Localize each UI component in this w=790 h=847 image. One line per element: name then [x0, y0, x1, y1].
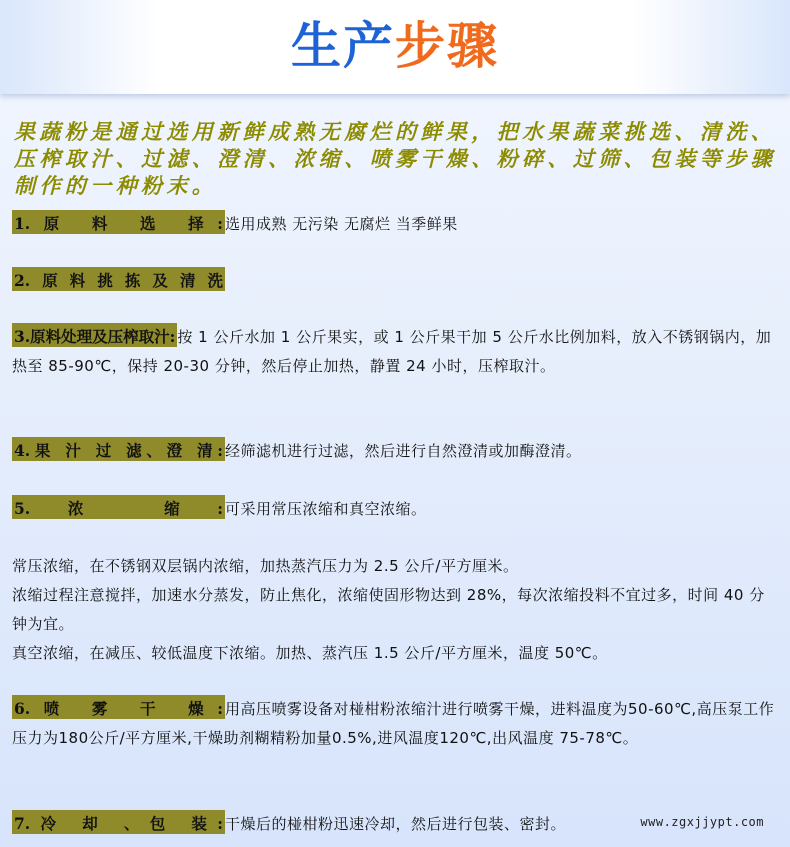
intro-paragraph: 果蔬粉是通过选用新鲜成熟无腐烂的鲜果，把水果蔬菜挑选、清洗、压榨取汁、过滤、澄清、浓缩、喷雾干燥、粉碎、过筛、包装等步骤制作的一种粉末。 — [14, 119, 776, 198]
step-4-content: 经筛滤机进行过滤，然后进行自然澄清或加酶澄清。 — [225, 442, 582, 460]
step-4 — [12, 437, 778, 466]
title-bar — [0, 0, 790, 94]
step-2 — [12, 267, 778, 296]
step-3-content: 按 1 公斤水加 1 公斤果实，或 1 公斤果干加 5 公斤水比例加料，放入不锈钢锅内，加热至 85-90℃，保持 20-30 分钟，然后停止加热，静置 24 小时，压榨取汁。 — [12, 328, 772, 375]
concentration-note-2: 浓缩过程注意搅拌，加速水分蒸发，防止焦化，浓缩使固形物达到 28%，每次浓缩投料不宜过多，时间 40 分钟为宜。 — [12, 586, 765, 633]
step-1 — [12, 210, 778, 239]
step-7-label: 7.冷 却 、包 装: — [12, 810, 225, 834]
step-5-label: 5.浓 缩: — [12, 495, 225, 519]
step-5-content: 可采用常压浓缩和真空浓缩。 — [225, 500, 427, 518]
step-5 — [12, 495, 778, 524]
step-6-label: 6.喷 雾 干 燥: — [12, 695, 225, 719]
step-1-content: 选用成熟 无污染 无腐烂 当季鲜果 — [225, 215, 458, 233]
step-7-content: 干燥后的椪柑粉迅速冷却，然后进行包装、密封。 — [225, 815, 567, 833]
step-4-label: 4.果 汁 过 滤、澄 清: — [12, 437, 225, 461]
step-6-content: 用高压喷雾设备对椪柑粉浓缩汁进行喷雾干燥，进料温度为50-60℃,高压泵工作压力为180公斤/平方厘米,干燥助剂糊精粉加量0.5%,进风温度120℃,出风温度 75-78℃。 — [12, 700, 775, 747]
concentration-note-3: 真空浓缩，在减压、较低温度下浓缩。加热、蒸汽压 1.5 公斤/平方厘米，温度 50℃。 — [12, 644, 608, 662]
step-2-label: 2.原料挑拣及清洗 — [12, 267, 225, 291]
step-3 — [12, 323, 778, 381]
concentration-note-1: 常压浓缩，在不锈钢双层锅内浓缩，加热蒸汽压力为 2.5 公斤/平方厘米。 — [12, 557, 519, 575]
page-title: 生产步骤 — [291, 17, 499, 75]
step-1-label: 1.原 料 选 择: — [12, 210, 225, 234]
step-6 — [12, 695, 778, 753]
watermark: www.zgxjjypt.com — [640, 815, 764, 829]
step-3-label: 3.原料处理及压榨取汁: — [12, 323, 177, 347]
